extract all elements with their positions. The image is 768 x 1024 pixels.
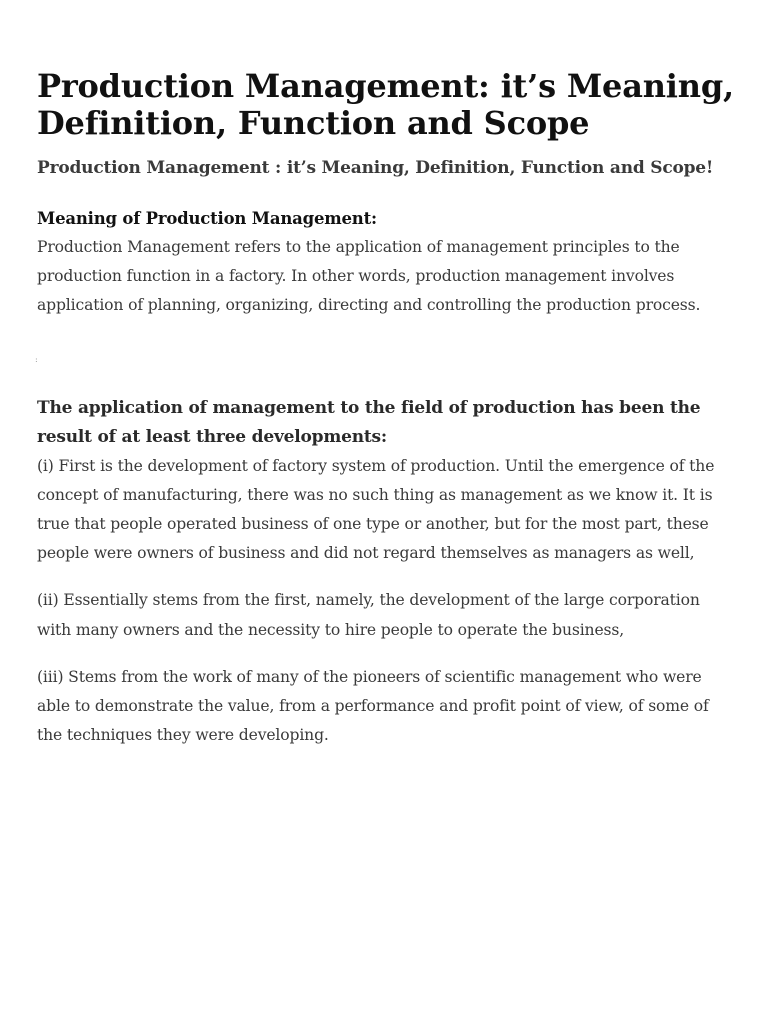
development-paragraph-1: (i) First is the development of factory system of production. Until the emergence of the concept of manufacturing, there was no such thing as management as we know it. It is true that people operated business of one type or another, but for the most part, these people were owners of business and did not regard themselves as managers as well, — [37, 456, 715, 563]
article-title: Production Management: it’s Meaning, Definition, Function and Scope — [37, 67, 734, 142]
meaning-paragraph: Production Management refers to the application of management principles to the production function in a factory. In other words, production management involves application of planning, organizing, directing and controlling the production process. — [37, 238, 701, 315]
development-paragraph-2: (ii) Essentially stems from the first, namely, the development of the large corporation with many owners and the necessity to hire people to operate the business, — [37, 591, 700, 639]
developments-heading: The application of management to the field of production has been the result of at least three developments: — [37, 397, 701, 447]
ad-placeholder-marker: : — [35, 354, 38, 364]
meaning-heading: Meaning of Production Management: — [37, 209, 377, 228]
article-subtitle: Production Management : it’s Meaning, Definition, Function and Scope! — [37, 158, 714, 178]
development-paragraph-3: (iii) Stems from the work of many of the pioneers of scientific management who were able to demonstrate the value, from a performance and profit point of view, of some of the techniques they were developing. — [37, 667, 709, 745]
